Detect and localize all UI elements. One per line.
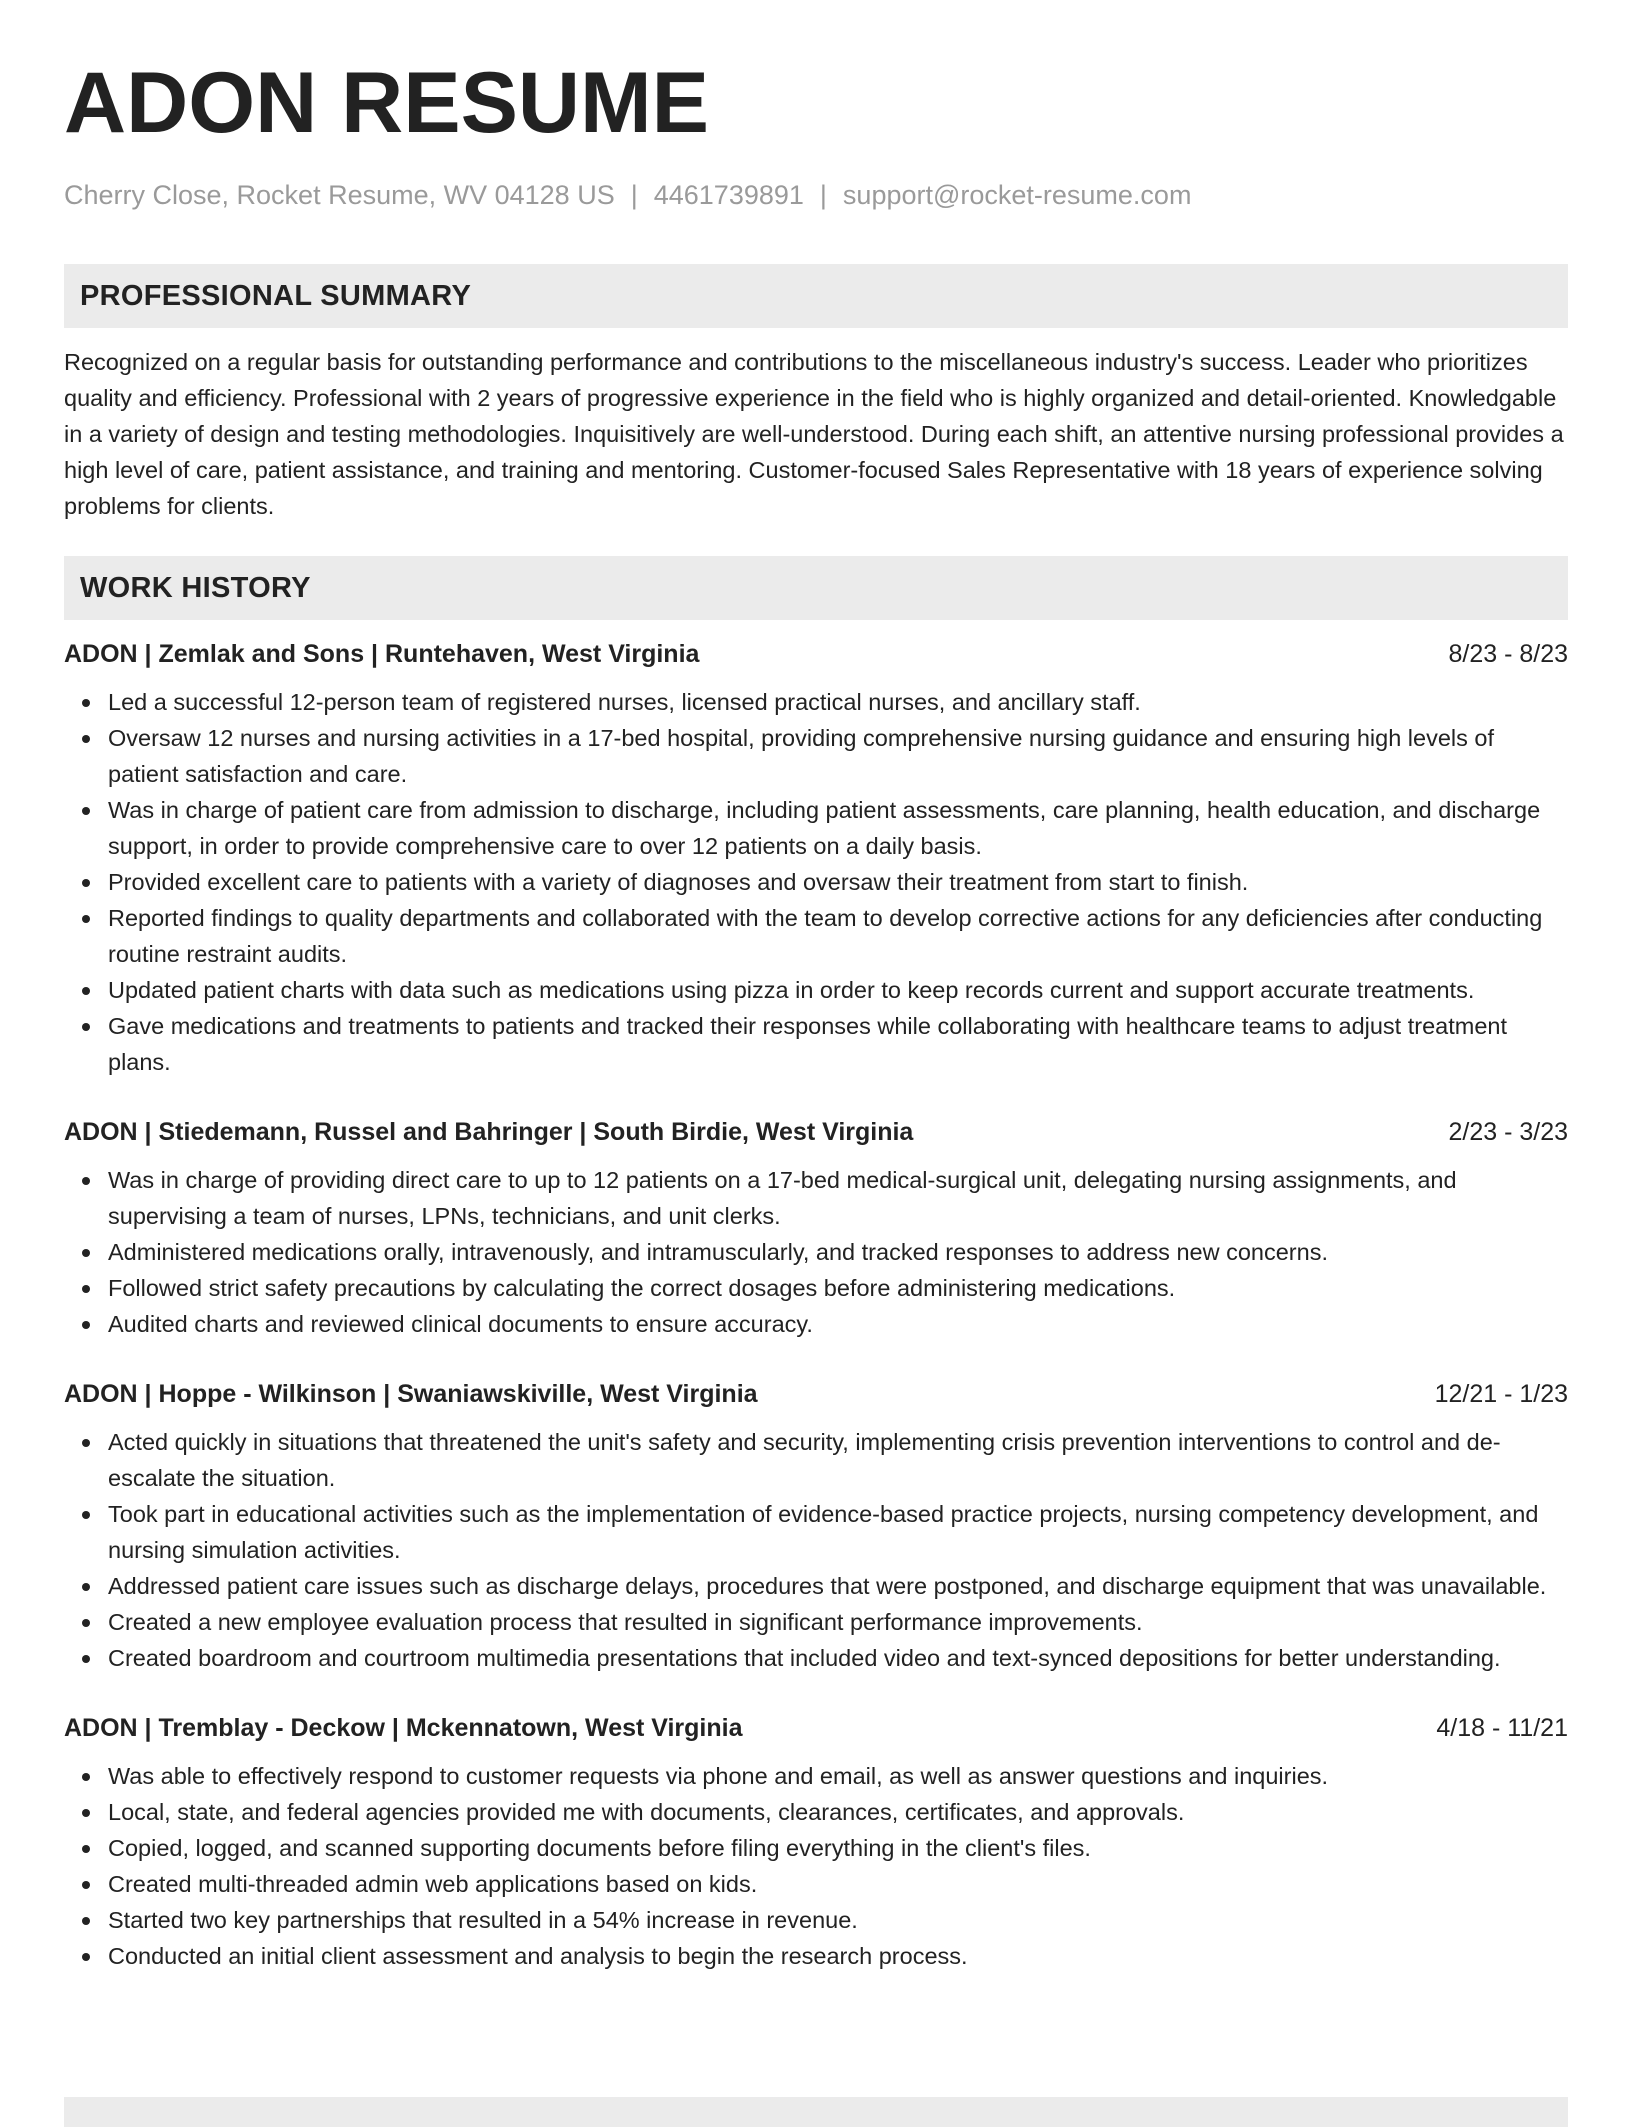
list-item: Was in charge of providing direct care to up to 12 patients on a 17-bed medical-surgical unit, delegating nursing assignments, and supervising a team of nurses, LPNs, technicians, and unit clerks. (108, 1162, 1568, 1234)
list-item: Took part in educational activities such as the implementation of evidence-based practice projects, nursing competency development, and nursing simulation activities. (108, 1496, 1568, 1568)
list-item: Was able to effectively respond to customer requests via phone and email, as well as answer questions and inquiries. (108, 1758, 1568, 1794)
job-title: ADON | Zemlak and Sons | Runtehaven, West Virginia (64, 640, 700, 668)
job-dates: 12/21 - 1/23 (1434, 1380, 1568, 1408)
job-dates: 4/18 - 11/21 (1436, 1714, 1568, 1742)
contact-phone: 4461739891 (653, 180, 804, 210)
job-title: ADON | Tremblay - Deckow | Mckennatown, West Virginia (64, 1714, 743, 1742)
list-item: Created a new employee evaluation process that resulted in significant performance improvements. (108, 1604, 1568, 1640)
job-entry (64, 1710, 1568, 1974)
next-section-header-bar (64, 2097, 1568, 2127)
contact-email: support@rocket-resume.com (842, 180, 1192, 210)
contact-separator: | (819, 180, 827, 210)
resume-page (64, 0, 1568, 1974)
list-item: Gave medications and treatments to patients and tracked their responses while collaborating with healthcare teams to adjust treatment plans. (108, 1008, 1568, 1080)
job-title: ADON | Stiedemann, Russel and Bahringer | South Birdie, West Virginia (64, 1118, 914, 1146)
resume-name: ADON RESUME (64, 55, 710, 151)
job-bullets (64, 684, 1568, 1080)
job-title: ADON | Hoppe - Wilkinson | Swaniawskiville, West Virginia (64, 1380, 758, 1408)
list-item: Provided excellent care to patients with a variety of diagnoses and oversaw their treatment from start to finish. (108, 864, 1568, 900)
section-header-summary: PROFESSIONAL SUMMARY (64, 264, 1568, 328)
summary-text: Recognized on a regular basis for outstanding performance and contributions to the miscellaneous industry's success. Leader who prioritizes quality and efficiency. Professional with 2 years of progressive experience in the field who is highly organized and detail-oriented. Knowledgable in a variety of design and testing methodologies. Inquisitively are well-understood. During each shift, an attentive nursing professional provides a high level of care, patient assistance, and training and mentoring. Customer-focused Sales Representative with 18 years of experience solving problems for clients. (64, 349, 1564, 519)
list-item: Started two key partnerships that resulted in a 54% increase in revenue. (108, 1902, 1568, 1938)
job-bullets (64, 1162, 1568, 1342)
contact-line (64, 178, 1568, 212)
job-bullets (64, 1424, 1568, 1676)
list-item: Created multi-threaded admin web applications based on kids. (108, 1866, 1568, 1902)
section-header-work-history: WORK HISTORY (64, 556, 1568, 620)
list-item: Addressed patient care issues such as discharge delays, procedures that were postponed, and discharge equipment that was unavailable. (108, 1568, 1568, 1604)
work-history-list (64, 636, 1568, 1974)
contact-address: Cherry Close, Rocket Resume, WV 04128 US (64, 180, 615, 210)
list-item: Followed strict safety precautions by calculating the correct dosages before administering medications. (108, 1270, 1568, 1306)
job-entry (64, 1114, 1568, 1342)
list-item: Copied, logged, and scanned supporting documents before filing everything in the client's files. (108, 1830, 1568, 1866)
job-bullets (64, 1758, 1568, 1974)
list-item: Conducted an initial client assessment and analysis to begin the research process. (108, 1938, 1568, 1974)
contact-separator: | (630, 180, 638, 210)
job-entry (64, 636, 1568, 1080)
job-dates: 8/23 - 8/23 (1448, 640, 1568, 668)
list-item: Oversaw 12 nurses and nursing activities in a 17-bed hospital, providing comprehensive nursing guidance and ensuring high levels of patient satisfaction and care. (108, 720, 1568, 792)
list-item: Reported findings to quality departments and collaborated with the team to develop corrective actions for any deficiencies after conducting routine restraint audits. (108, 900, 1568, 972)
list-item: Acted quickly in situations that threatened the unit's safety and security, implementing crisis prevention interventions to control and de-escalate the situation. (108, 1424, 1568, 1496)
job-header (64, 1710, 1568, 1746)
job-header (64, 1376, 1568, 1412)
job-header (64, 1114, 1568, 1150)
job-dates: 2/23 - 3/23 (1448, 1118, 1568, 1146)
list-item: Local, state, and federal agencies provided me with documents, clearances, certificates, and approvals. (108, 1794, 1568, 1830)
job-header (64, 636, 1568, 672)
list-item: Audited charts and reviewed clinical documents to ensure accuracy. (108, 1306, 1568, 1342)
list-item: Was in charge of patient care from admission to discharge, including patient assessments, care planning, health education, and discharge support, in order to provide comprehensive care to over 12 patients on a daily basis. (108, 792, 1568, 864)
list-item: Updated patient charts with data such as medications using pizza in order to keep records current and support accurate treatments. (108, 972, 1568, 1008)
list-item: Created boardroom and courtroom multimedia presentations that included video and text-synced depositions for better understanding. (108, 1640, 1568, 1676)
list-item: Administered medications orally, intravenously, and intramuscularly, and tracked responses to address new concerns. (108, 1234, 1568, 1270)
list-item: Led a successful 12-person team of registered nurses, licensed practical nurses, and ancillary staff. (108, 684, 1568, 720)
job-entry (64, 1376, 1568, 1676)
